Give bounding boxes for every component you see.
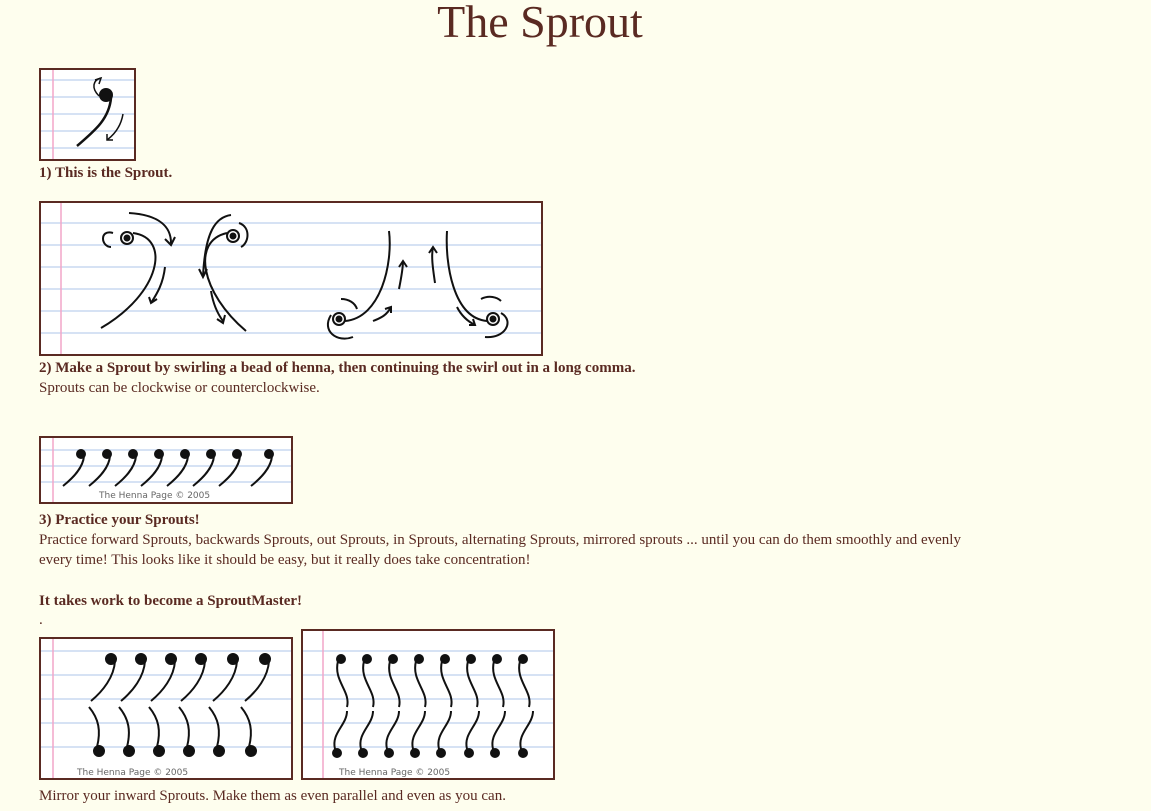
step-2-body: Sprouts can be clockwise or counterclockwise. <box>39 380 320 396</box>
watermark-4: The Henna Page © 2005 <box>77 768 189 778</box>
page-title: The Sprout <box>437 0 643 47</box>
mirror-instructions: Mirror your inward Sprouts. Make them as even parallel and even as you can. <box>39 788 506 804</box>
sprout-image-4 <box>39 637 293 780</box>
sprout-image-2 <box>39 201 543 356</box>
step-2-heading: 2) Make a Sprout by swirling a bead of henna, then continuing the swirl out in a long comma. <box>39 360 636 376</box>
sproutmaster-emphasis: It takes work to become a SproutMaster! <box>39 593 303 609</box>
sprout-drawing-3 <box>41 438 291 502</box>
step-3-body-line1: Practice forward Sprouts, backwards Sprouts, out Sprouts, in Sprouts, alternating Sprouts, mirrored sprouts ... until you can do them smoothly and evenly <box>39 532 961 548</box>
separator-dot: . <box>39 612 43 628</box>
watermark-5: The Henna Page © 2005 <box>339 768 451 778</box>
step-1-heading: 1) This is the Sprout. <box>39 165 173 181</box>
step-3-heading: 3) Practice your Sprouts! <box>39 512 200 528</box>
sprout-drawing-5 <box>303 631 553 778</box>
sprout-drawing-4 <box>41 639 291 778</box>
watermark-3: The Henna Page © 2005 <box>99 491 211 501</box>
sprout-image-3 <box>39 436 293 504</box>
step-3-body-line2: every time! This looks like it should be easy, but it really does take concentration! <box>39 552 531 568</box>
sprout-image-5 <box>301 629 555 780</box>
sprout-drawing-1 <box>41 70 134 159</box>
sprout-image-1 <box>39 68 136 161</box>
sprout-drawing-2 <box>41 203 541 354</box>
